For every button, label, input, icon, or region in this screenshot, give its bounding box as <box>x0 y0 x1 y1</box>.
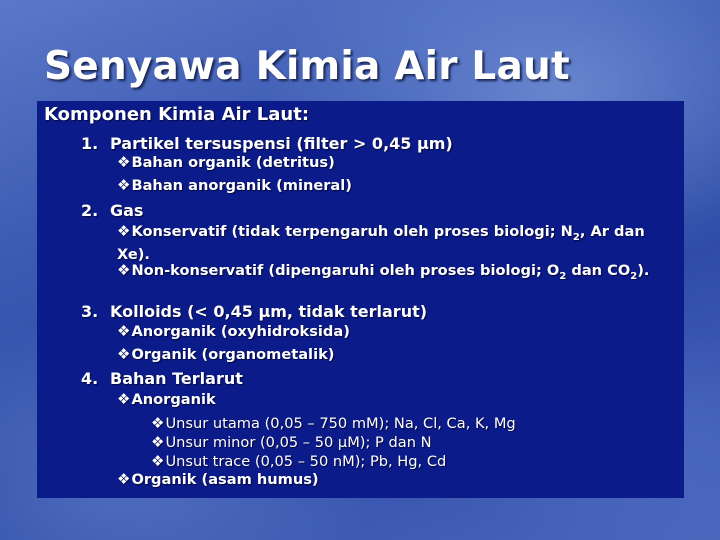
item-label: Bahan Terlarut <box>110 369 243 388</box>
list-item-4 <box>81 369 243 388</box>
list-subitem <box>117 154 335 171</box>
list-subsubitem <box>151 433 432 451</box>
section-heading: Komponen Kimia Air Laut: <box>44 104 310 125</box>
list-subitem <box>117 177 352 194</box>
subsubitem-label: Unsut trace (0,05 – 50 nM); Pb, Hg, Cd <box>165 453 447 470</box>
subscript: 2 <box>572 231 580 243</box>
diamond-bullet-icon: ❖ <box>117 222 131 240</box>
list-subitem <box>117 346 334 363</box>
diamond-bullet-icon: ❖ <box>117 322 131 340</box>
list-item-2 <box>81 201 143 220</box>
list-item-3 <box>81 302 427 321</box>
subitem-label: Anorganik (oxyhidroksida) <box>131 323 350 340</box>
subitem-text: Non-konservatif (dipengaruhi oleh proses biologi; O <box>131 262 560 279</box>
diamond-bullet-icon: ❖ <box>117 153 131 171</box>
subsubitem-label: Unsur minor (0,05 – 50 µM); P dan N <box>165 434 432 451</box>
subitem-label: Organik (asam humus) <box>131 471 319 488</box>
list-item-1 <box>81 134 453 153</box>
item-number: 4. <box>81 369 99 388</box>
item-number: 2. <box>81 201 99 220</box>
diamond-bullet-icon: ❖ <box>117 176 131 194</box>
list-subitem <box>117 323 350 340</box>
diamond-bullet-icon: ❖ <box>151 414 165 432</box>
subitem-text: , Ar dan Xe). <box>117 223 645 263</box>
list-subitem <box>117 391 216 408</box>
diamond-bullet-icon: ❖ <box>151 452 165 470</box>
subitem-label: Organik (organometalik) <box>131 346 335 363</box>
item-label: Kolloids (< 0,45 µm, tidak terlarut) <box>110 302 428 321</box>
subitem-text: Konservatif (tidak terpengaruh oleh proses biologi; N <box>131 223 573 240</box>
item-number: 1. <box>81 134 99 153</box>
item-label: Gas <box>110 201 144 220</box>
list-subsubitem <box>151 452 446 470</box>
subitem-text: ). <box>637 262 650 279</box>
subitem-text: dan CO <box>566 262 631 279</box>
diamond-bullet-icon: ❖ <box>117 345 131 363</box>
diamond-bullet-icon: ❖ <box>117 390 131 408</box>
subitem-label: Anorganik <box>131 391 216 408</box>
diamond-bullet-icon: ❖ <box>117 470 131 488</box>
list-subsubitem <box>151 414 516 432</box>
list-subitem <box>117 223 657 263</box>
slide-title: Senyawa Kimia Air Laut <box>44 44 570 89</box>
subitem-label: Bahan organik (detritus) <box>131 154 335 171</box>
subscript: 2 <box>559 270 567 282</box>
list-subitem <box>117 471 319 488</box>
subsubitem-label: Unsur utama (0,05 – 750 mM); Na, Cl, Ca, K, Mg <box>165 415 516 432</box>
item-number: 3. <box>81 302 99 321</box>
diamond-bullet-icon: ❖ <box>117 261 131 279</box>
subitem-label: Bahan anorganik (mineral) <box>131 177 352 194</box>
item-label: Partikel tersuspensi (filter > 0,45 µm) <box>110 134 453 153</box>
content-box <box>37 101 684 498</box>
subscript: 2 <box>630 270 638 282</box>
list-subitem <box>117 262 657 285</box>
diamond-bullet-icon: ❖ <box>151 433 165 451</box>
